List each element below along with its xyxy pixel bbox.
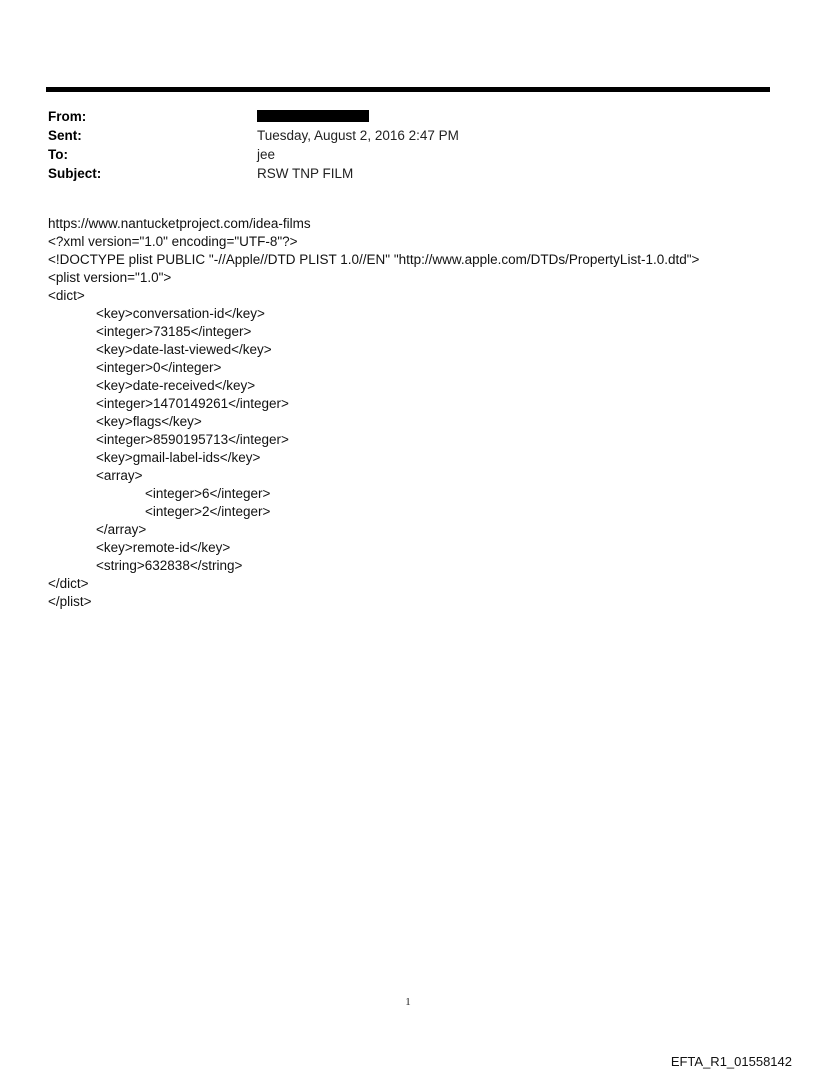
body-line: <key>remote-id</key> <box>96 540 231 555</box>
body-line: <integer>1470149261</integer> <box>96 396 289 411</box>
body-line: <integer>73185</integer> <box>96 324 252 339</box>
from-label: From: <box>48 109 87 124</box>
body-line: <!DOCTYPE plist PUBLIC "-//Apple//DTD PLIST 1.0//EN" "http://www.apple.com/DTDs/PropertyList-1.0.dtd"> <box>48 252 700 267</box>
sent-value: Tuesday, August 2, 2016 2:47 PM <box>257 128 459 143</box>
body-line: <integer>2</integer> <box>145 504 271 519</box>
from-row <box>48 107 748 126</box>
body-line: <integer>0</integer> <box>96 360 222 375</box>
document-id: EFTA_R1_01558142 <box>670 1054 792 1069</box>
body-line: </array> <box>96 522 147 537</box>
email-body <box>48 215 788 611</box>
page-number: 1 <box>405 996 411 1008</box>
body-line: <integer>6</integer> <box>145 486 271 501</box>
sent-label: Sent: <box>48 128 82 143</box>
body-line: <plist version="1.0"> <box>48 270 172 285</box>
to-row <box>48 145 748 164</box>
body-line: <key>conversation-id</key> <box>96 306 265 321</box>
body-line: <?xml version="1.0" encoding="UTF-8"?> <box>48 234 298 249</box>
body-line: https://www.nantucketproject.com/idea-films <box>48 216 311 231</box>
body-line: <array> <box>96 468 143 483</box>
sent-row <box>48 126 748 145</box>
body-line: <key>date-last-viewed</key> <box>96 342 272 357</box>
to-value: jee <box>257 147 276 162</box>
body-line: <string>632838</string> <box>96 558 243 573</box>
from-value-redacted <box>257 107 369 126</box>
redaction-bar <box>257 110 369 122</box>
header-divider <box>46 87 770 92</box>
body-line: <dict> <box>48 288 85 303</box>
email-headers <box>48 107 748 183</box>
body-line: <key>gmail-label-ids</key> <box>96 450 261 465</box>
subject-value: RSW TNP FILM <box>257 166 354 181</box>
subject-row <box>48 164 748 183</box>
body-line: <key>flags</key> <box>96 414 202 429</box>
body-line: <integer>8590195713</integer> <box>96 432 289 447</box>
to-label: To: <box>48 147 68 162</box>
subject-label: Subject: <box>48 166 102 181</box>
body-line: </plist> <box>48 594 92 609</box>
body-line: <key>date-received</key> <box>96 378 256 393</box>
body-line: </dict> <box>48 576 89 591</box>
